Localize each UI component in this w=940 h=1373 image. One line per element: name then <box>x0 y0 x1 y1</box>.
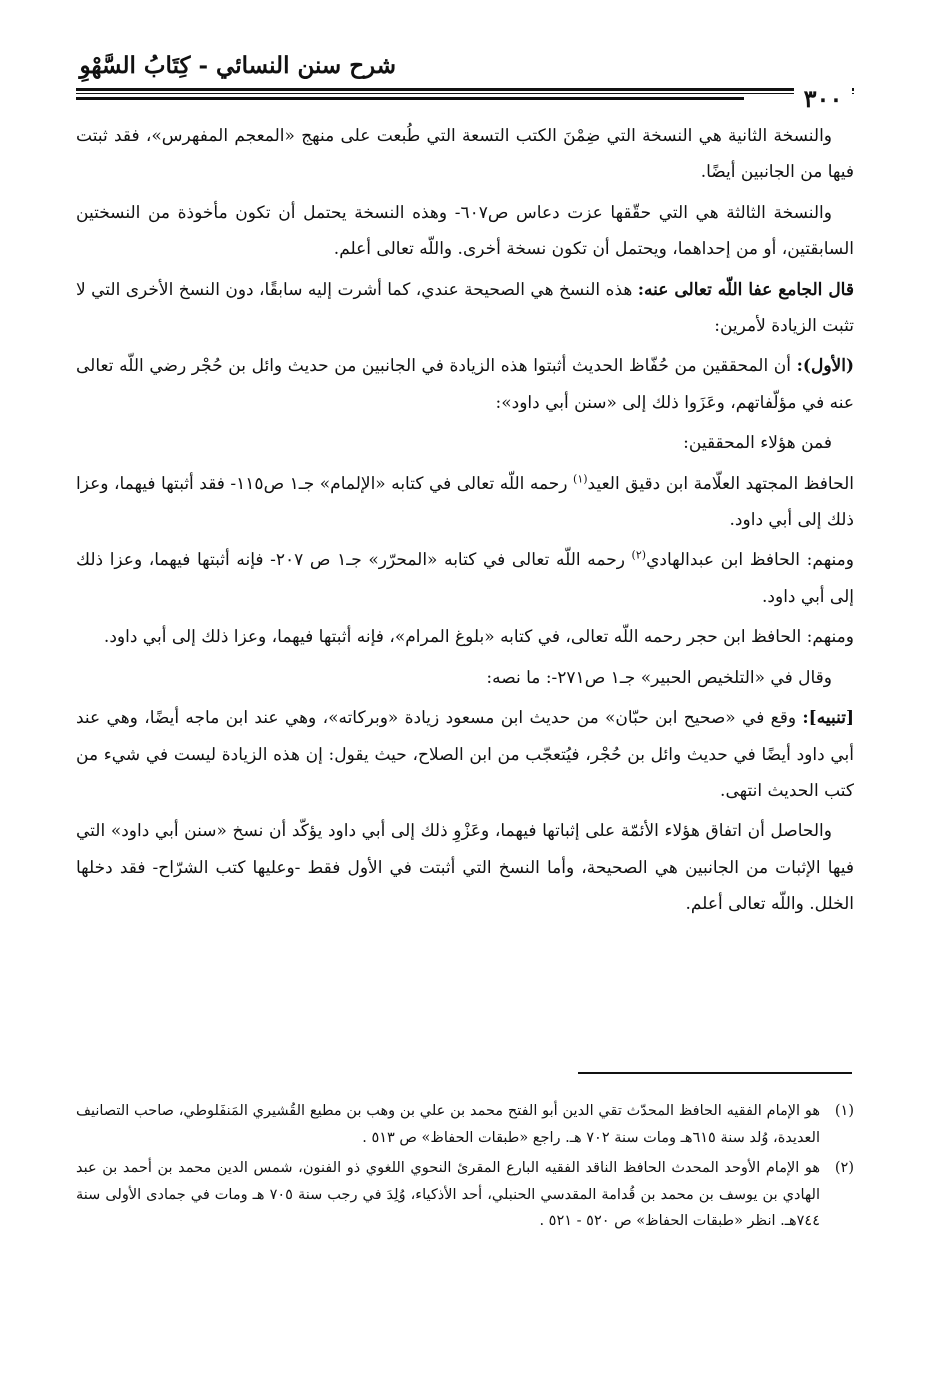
paragraph-text: ومنهم: الحافظ ابن عبدالهادي <box>646 550 854 571</box>
main-text <box>76 118 854 927</box>
paragraph-text: هذه النسخ هي الصحيحة عندي، كما أشرت إليه سابقًا، دون النسخ الأخرى التي لا تثبت الزيادة لأمرين: <box>76 279 854 337</box>
paragraph-verifiers-intro: فمن هؤلاء المحققين: <box>683 433 832 454</box>
paragraph-conclusion: والحاصل أن اتفاق هؤلاء الأئمّة على إثباتها فيهما، وعَزْوِ ذلك إلى أبي داود يؤكّد أن نسخ «سنن أبي داود» التي فيها الإثبات من الجانبين هي الصحيحة، وأما النسخ التي أثبتت في الأول فقط -وعليها كتب الشرّاح- فقد دخلها الخلل. واللّه تعالى أعلم. <box>76 821 854 915</box>
header-rule-bottom <box>76 97 744 100</box>
footnote-reference: (١) <box>573 472 588 485</box>
paragraph-text: الحافظ المجتهد العلّامة ابن دقيق العيد <box>587 473 854 494</box>
footnote-number: (١) <box>834 1103 854 1119</box>
paragraph-talkhis: وقال في «التلخيص الحبير» جـ١ ص٢٧١-: ما نصه: <box>486 667 832 688</box>
running-header-title: شرح سنن النسائي - كِتَابُ السَّهْوِ <box>79 52 396 79</box>
paragraph-ibn-hajar: ومنهم: الحافظ ابن حجر رحمه اللّه تعالى، في كتابه «بلوغ المرام»، فإنه أثبتها فيهما، وعزا ذلك إلى أبي داود. <box>103 627 854 648</box>
paragraph-ibn-daqiq <box>76 466 854 539</box>
footnote-item <box>76 1098 854 1151</box>
paragraph-lead: قال الجامع عفا اللّه تعالى عنه: <box>637 279 854 300</box>
paragraph-second-copy: والنسخة الثانية هي النسخة التي ضِمْنَ الكتب التسعة التي طُبعت على منهج «المعجم المفهرس»، فقد ثبتت فيها من الجانبين أيضًا. <box>76 126 854 183</box>
paragraph-text: رحمه اللّه تعالى في كتابه «المحرّر» جـ١ ص ٢٠٧- فإنه أثبتها فيهما، وعزا ذلك إلى أبي داود. <box>76 550 854 607</box>
page-number: ٣٠٠ <box>794 84 852 114</box>
footnote-text: هو الإمام الفقيه الحافظ المحدّث تقي الدين أبو الفتح محمد بن علي بن وهب بن مطيع القُشيري المَنفَلوطي، صاحب التصانيف العديدة، وُلد سنة ٦١٥هـ ومات سنة ٧٠٢ هـ. راجع «طبقات الحفاظ» ص ٥١٣ . <box>76 1103 820 1146</box>
paragraph-third-copy: والنسخة الثالثة هي التي حقّقها عزت دعاس ص٦٠٧- وهذه النسخة يحتمل أن تكون مأخوذة من النسختين السابقتين، أو من إحداهما، ويحتمل أن تكون نسخة أخرى. واللّه تعالى أعلم. <box>76 202 854 260</box>
paragraph-lead: (الأول): <box>796 356 854 377</box>
footnote-item <box>76 1155 854 1235</box>
header-rule-top <box>76 88 854 91</box>
footnote-text: هو الإمام الأوحد المحدث الحافظ الناقد الفقيه البارع المقرئ النحوي اللغوي ذو الفنون، شمس الدين محمد بن أحمد بن عبد الهادي بن يوسف بن محمد بن قُدامة المقدسي الحنبلي، أحد الأذكياء، وُلِدَ في رجب سنة ٧٠٥ هـ ومات في جمادى الأولى سنة ٧٤٤هـ. انظر «طبقات الحفاظ» ص ٥٢٠ - ٥٢١ . <box>76 1160 820 1229</box>
footnote-number: (٢) <box>834 1160 854 1176</box>
paragraph-compiler-note <box>76 272 854 345</box>
paragraph-text: وقع في «صحيح ابن حبّان» من حديث ابن مسعود زيادة «وبركاته»، وهي عند ابن ماجه أيضًا، وهي عند أبي داود أيضًا في حديث وائل بن حُجْر، فيُتعجّب من ابن الصلاح، حيث يقول: إن هذه الزيادة ليست في شيء من كتب الحديث انتهى. <box>76 708 854 801</box>
paragraph-first-reason <box>76 348 854 421</box>
paragraph-tanbih <box>76 700 854 809</box>
paragraph-ibn-abdulhadi <box>76 542 854 615</box>
header-rule-middle <box>76 93 854 94</box>
paragraph-text: رحمه اللّه تعالى في كتابه «الإلمام» جـ١ ص١١٥- فقد أثبتها فيهما، وعزا ذلك إلى أبي داود. <box>76 473 854 531</box>
footnote-reference: (٢) <box>631 548 647 562</box>
paragraph-lead: [تنبيه]: <box>802 708 854 729</box>
footnotes <box>76 1098 854 1239</box>
footnote-separator <box>578 1072 852 1074</box>
paragraph-text: أن المحققين من حُفّاظ الحديث أثبتوا هذه الزيادة في الجانبين من حديث وائل بن حُجْر رضي اللّه تعالى عنه في مؤلّفاتهم، وعَزَوا ذلك إلى «سنن أبي داود»: <box>76 356 854 413</box>
